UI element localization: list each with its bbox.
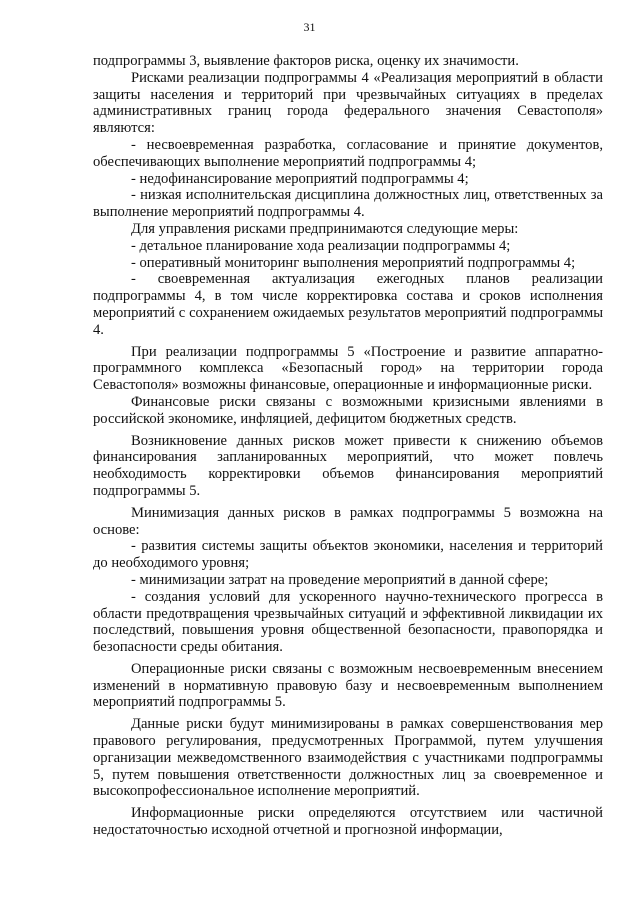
document-body <box>93 53 603 839</box>
paragraph: Возникновение данных рисков может привести к снижению объемов финансирования запланированных мероприятий, что может повлечь необходимость корректировки объемов финансирования мероприятий подпрограммы 5. <box>93 432 603 499</box>
list-item: - развития системы защиты объектов экономики, населения и территорий до необходимого уровня; <box>93 538 603 572</box>
paragraph: Для управления рисками предпринимаются следующие меры: <box>131 220 519 237</box>
paragraph: Финансовые риски связаны с возможными кризисными явлениями в российской экономике, инфляцией, дефицитом бюджетных средств. <box>93 393 603 427</box>
paragraph: Минимизация данных рисков в рамках подпрограммы 5 возможна на основе: <box>93 504 603 538</box>
list-item: - своевременная актуализация ежегодных планов реализации подпрограммы 4, в том числе корректировка состава и сроков исполнения мероприятий с сохранением ожидаемых результатов мероприятий подпрограммы 4. <box>93 271 603 338</box>
list-item: - низкая исполнительская дисциплина должностных лиц, ответственных за выполнение мероприятий подпрограммы 4. <box>93 187 603 221</box>
paragraph: При реализации подпрограммы 5 «Построение и развитие аппаратно-программного комплекса «Безопасный город» на территории города Севастополя» возможны финансовые, операционные и информационные риски. <box>93 343 603 394</box>
paragraph: подпрограммы 3, выявление факторов риска, оценку их значимости. <box>93 53 519 69</box>
list-item: - детальное планирование хода реализации подпрограммы 4; <box>131 237 511 254</box>
list-item: - несвоевременная разработка, согласование и принятие документов, обеспечивающих выполнение мероприятий подпрограммы 4; <box>93 136 603 170</box>
paragraph: Операционные риски связаны с возможным несвоевременным внесением изменений в нормативную правовую базу и несвоевременным выполнением мероприятий подпрограммы 5. <box>93 660 603 711</box>
page-number: 31 <box>303 20 316 34</box>
paragraph: Рисками реализации подпрограммы 4 «Реализация мероприятий в области защиты населения и территорий при чрезвычайных ситуациях в пределах административных границ города федерального значения Севастополя» являются: <box>93 69 603 137</box>
paragraph: Информационные риски определяются отсутствием или частичной недостаточностью исходной отчетной и прогнозной информации, <box>93 805 603 839</box>
list-item: - недофинансирование мероприятий подпрограммы 4; <box>131 170 469 187</box>
paragraph: Данные риски будут минимизированы в рамках совершенствования мер правового регулирования, предусмотренных Программой, путем улучшения организации межведомственного взаимодействия с участниками подпрограммы 5, путем повышения ответственности должностных лиц за своевременное и высокопрофессиональное исполнение мероприятий. <box>93 716 603 800</box>
list-item: - минимизации затрат на проведение мероприятий в данной сфере; <box>131 571 549 588</box>
list-item: - оперативный мониторинг выполнения мероприятий подпрограммы 4; <box>131 254 576 271</box>
list-item: - создания условий для ускоренного научно-технического прогресса в области предотвращения чрезвычайных ситуаций и эффективной ликвидации их последствий, повышения уровня общественной безопасности, правопорядка и безопасности среды обитания. <box>93 588 603 656</box>
